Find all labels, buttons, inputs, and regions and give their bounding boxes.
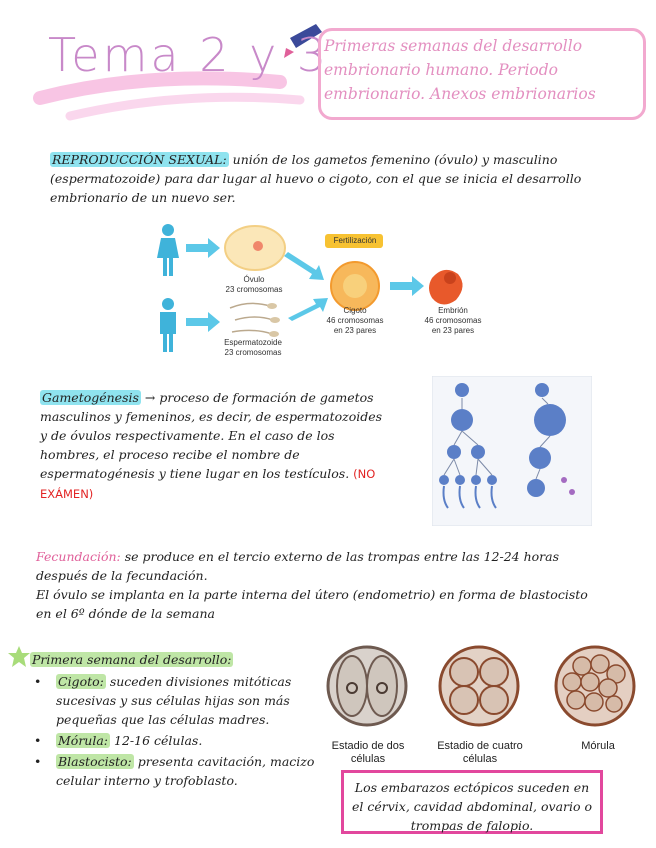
embrion-label [418,306,488,336]
semana-heading [30,650,233,669]
ovulo-sub: 23 cromosomas [225,285,283,294]
gametogenesis-arrow: → [144,390,156,405]
embrion-name: Embrión [438,306,468,315]
page-title: Tema 2 y 3 [48,28,330,82]
male-figure-icon [160,298,176,352]
morula-text: 12-16 células. [114,733,203,748]
morula-term: Mórula: [58,733,109,748]
esperma-sub: 23 cromosomas [224,348,282,357]
four-cell-stage-image [438,644,520,728]
list-item [32,672,317,729]
two-cell-stage-image [326,644,408,728]
cigoto-term: Cigoto: [58,674,104,689]
gametogenesis-term: Gametogénesis [42,390,139,405]
fecundacion-paragraph [36,547,596,623]
reproduccion-term: REPRODUCCIÓN SEXUAL: [52,152,227,167]
no-examen-note: (NO EXÁMEN) [40,467,376,501]
blastocisto-text: presenta cavitación, macizo celular interno y trofoblasto. [56,754,315,788]
page-subtitle: Primeras semanas del desarrollo embrionario humano. Periodo embrionario. Anexos embrionarios [324,37,596,103]
semana-heading-text: Primera semana del desarrollo: [32,652,232,667]
star-badge-icon [8,646,30,668]
blastocisto-term: Blastocisto: [58,754,132,769]
ectopic-note-box: Los embarazos ectópicos suceden en el cérvix, cavidad abdominal, ovario o trompas de falopio. [341,770,603,834]
semana-list [32,672,317,790]
list-item [32,752,317,790]
gametogenesis-text: proceso de formación de gametos masculinos y femeninos, es decir, de espermatozoides y de óvulos respectivamente. En el caso de los hombres, el proceso recibe el nombre de espermatogénesis y tiene lugar en los testículos. [40,390,383,481]
embrion-sub2: en 23 pares [431,326,475,335]
ovulo-label [214,275,294,295]
reproduccion-paragraph [50,150,616,207]
morula-image [554,644,636,728]
list-item [32,731,317,750]
fecundacion-text2: El óvulo se implanta en la parte interna del útero (endometrio) en forma de blastocisto en el 6º dónde de la semana [36,587,588,621]
female-figure-icon [157,224,179,276]
cigoto-sub1: 46 cromosomas [326,316,384,325]
ovulo-name: Óvulo [243,275,265,284]
fecundacion-term: Fecundación: [36,549,121,564]
esperma-name: Espermatozoide [224,338,282,347]
morula-caption: Mórula [581,740,615,752]
fecundacion-text1: se produce en el tercio externo de las trompas entre las 12-24 horas después de la fecundación. [36,549,560,583]
cigoto-name: Cigoto [343,306,367,315]
two-cell-caption: Estadio de dos células [331,740,405,765]
cigoto-label [322,306,388,336]
reproduccion-text: unión de los gametos femenino (óvulo) y masculino (espermatozoide) para dar lugar al huevo o cigoto, con el que se inicia el desarrollo embrionario de un nuevo ser. [50,152,582,205]
cigoto-sub2: en 23 pares [333,326,377,335]
cigoto-text: suceden divisiones mitóticas sucesivas y sus células hijas son más pequeñas que las células madres. [56,674,292,727]
fertilization-diagram [150,220,500,365]
fertilization-label: Fertilización [333,236,377,245]
gametogenesis-figure [432,376,592,526]
four-cell-caption: Estadio de cuatro células [437,740,523,765]
esperma-label [208,338,298,358]
embrion-sub1: 46 cromosomas [424,316,482,325]
gametogenesis-paragraph [40,388,385,504]
